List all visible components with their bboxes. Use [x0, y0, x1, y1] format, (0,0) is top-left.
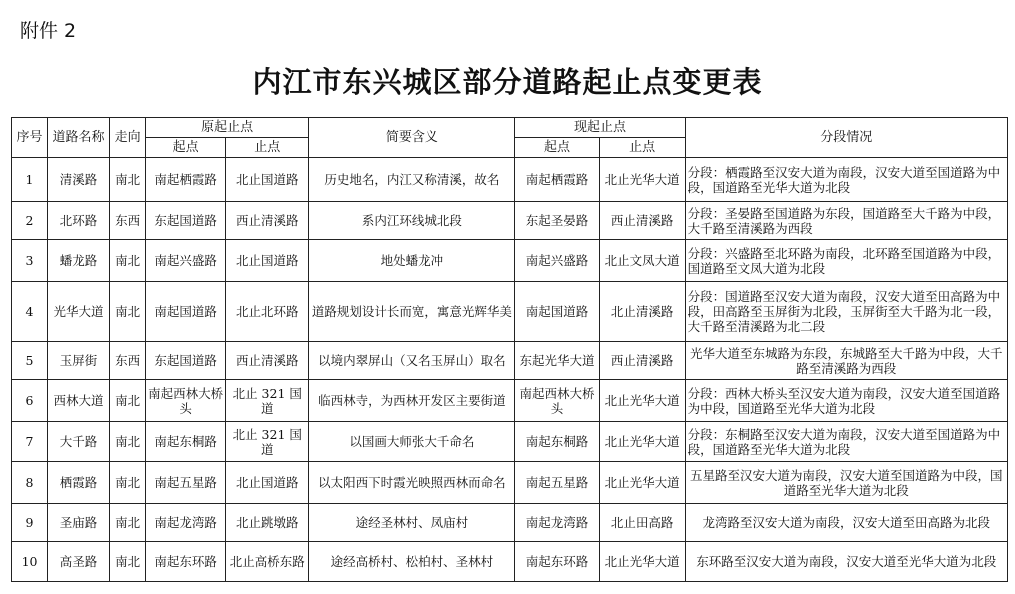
current-start: 南起国道路	[515, 282, 599, 342]
road-name: 圣庙路	[48, 504, 110, 542]
original-end: 北止国道路	[226, 240, 309, 282]
original-start: 南起兴盛路	[146, 240, 226, 282]
original-start: 南起国道路	[146, 282, 226, 342]
current-start: 南起龙湾路	[515, 504, 599, 542]
name-meaning: 以国画大师张大千命名	[309, 422, 515, 462]
name-meaning: 历史地名，内江又称清溪，故名	[309, 158, 515, 202]
name-meaning: 途经高桥村、松柏村、圣林村	[309, 542, 515, 582]
original-start: 南起东环路	[146, 542, 226, 582]
road-name: 北环路	[48, 202, 110, 240]
header-segments: 分段情况	[685, 118, 1007, 158]
current-end: 北止光华大道	[599, 158, 685, 202]
road-name: 西林大道	[48, 380, 110, 422]
segment-info: 五星路至汉安大道为南段，汉安大道至国道路为中段，国道路至光华大道为北段	[685, 462, 1007, 504]
current-end: 北止光华大道	[599, 462, 685, 504]
current-start: 南起东环路	[515, 542, 599, 582]
header-road-name: 道路名称	[48, 118, 110, 158]
current-end: 西止清溪路	[599, 202, 685, 240]
name-meaning: 临西林寺，为西林开发区主要街道	[309, 380, 515, 422]
original-end: 北止国道路	[226, 462, 309, 504]
row-number: 4	[12, 282, 48, 342]
original-end: 北止高桥东路	[226, 542, 309, 582]
segment-info: 龙湾路至汉安大道为南段，汉安大道至田高路为北段	[685, 504, 1007, 542]
header-original-points: 原起止点	[146, 118, 309, 138]
name-meaning: 途经圣林村、凤庙村	[309, 504, 515, 542]
table-row	[12, 422, 1008, 462]
road-name: 清溪路	[48, 158, 110, 202]
row-number: 6	[12, 380, 48, 422]
header-current-points: 现起止点	[515, 118, 685, 138]
original-start: 南起西林大桥头	[146, 380, 226, 422]
current-end: 北止文凤大道	[599, 240, 685, 282]
current-start: 南起西林大桥头	[515, 380, 599, 422]
table-row	[12, 202, 1008, 240]
table-row	[12, 380, 1008, 422]
road-direction: 东西	[110, 202, 146, 240]
row-number: 2	[12, 202, 48, 240]
segment-info: 分段：栖霞路至汉安大道为南段，汉安大道至国道路为中段，国道路至光华大道为北段	[685, 158, 1007, 202]
table-row	[12, 504, 1008, 542]
road-change-table	[11, 117, 1008, 582]
header-seq: 序号	[12, 118, 48, 158]
segment-info: 分段：兴盛路至北环路为南段，北环路至国道路为中段，国道路至文凤大道为北段	[685, 240, 1007, 282]
road-direction: 南北	[110, 422, 146, 462]
current-end: 北止光华大道	[599, 380, 685, 422]
road-direction: 南北	[110, 240, 146, 282]
row-number: 7	[12, 422, 48, 462]
original-start: 东起国道路	[146, 342, 226, 380]
original-end: 北止国道路	[226, 158, 309, 202]
row-number: 8	[12, 462, 48, 504]
original-start: 南起东桐路	[146, 422, 226, 462]
road-direction: 南北	[110, 282, 146, 342]
segment-info: 分段：圣晏路至国道路为东段，国道路至大千路为中段，大千路至清溪路为西段	[685, 202, 1007, 240]
road-name: 光华大道	[48, 282, 110, 342]
name-meaning: 系内江环线城北段	[309, 202, 515, 240]
current-start: 东起光华大道	[515, 342, 599, 380]
row-number: 9	[12, 504, 48, 542]
original-start: 南起五星路	[146, 462, 226, 504]
header-original-start: 起点	[146, 138, 226, 158]
name-meaning: 道路规划设计长而宽，寓意光辉华美	[309, 282, 515, 342]
road-direction: 南北	[110, 542, 146, 582]
road-name: 蟠龙路	[48, 240, 110, 282]
road-direction: 南北	[110, 504, 146, 542]
header-current-start: 起点	[515, 138, 599, 158]
table-row	[12, 462, 1008, 504]
original-end: 西止清溪路	[226, 202, 309, 240]
segment-info: 分段：西林大桥头至汉安大道为南段，汉安大道至国道路为中段，国道路至光华大道为北段	[685, 380, 1007, 422]
page-title: 内江市东兴城区部分道路起止点变更表	[252, 65, 763, 99]
row-number: 1	[12, 158, 48, 202]
name-meaning: 以境内翠屏山（又名玉屏山）取名	[309, 342, 515, 380]
header-current-end: 止点	[599, 138, 685, 158]
original-end: 北止北环路	[226, 282, 309, 342]
road-name: 高圣路	[48, 542, 110, 582]
road-name: 大千路	[48, 422, 110, 462]
road-direction: 南北	[110, 158, 146, 202]
road-name: 玉屏街	[48, 342, 110, 380]
current-start: 南起五星路	[515, 462, 599, 504]
current-end: 西止清溪路	[599, 342, 685, 380]
road-name: 栖霞路	[48, 462, 110, 504]
table-row	[12, 158, 1008, 202]
original-end: 北止跳墩路	[226, 504, 309, 542]
name-meaning: 以太阳西下时霞光映照西林而命名	[309, 462, 515, 504]
original-end: 北止 321 国道	[226, 422, 309, 462]
current-start: 南起栖霞路	[515, 158, 599, 202]
road-direction: 南北	[110, 462, 146, 504]
road-direction: 南北	[110, 380, 146, 422]
segment-info: 分段：东桐路至汉安大道为南段，汉安大道至国道路为中段，国道路至光华大道为北段	[685, 422, 1007, 462]
segment-info: 分段：国道路至汉安大道为南段，汉安大道至田高路为中段，田高路至玉屏街为北段，玉屏街至大千路为北一段，大千路至清溪路为北二段	[685, 282, 1007, 342]
original-end: 北止 321 国道	[226, 380, 309, 422]
current-end: 北止田高路	[599, 504, 685, 542]
table-row	[12, 282, 1008, 342]
current-start: 东起圣晏路	[515, 202, 599, 240]
original-end: 西止清溪路	[226, 342, 309, 380]
name-meaning: 地处蟠龙冲	[309, 240, 515, 282]
header-direction: 走向	[110, 118, 146, 158]
table-row	[12, 342, 1008, 380]
table-row	[12, 240, 1008, 282]
header-meaning: 简要含义	[309, 118, 515, 158]
current-end: 北止光华大道	[599, 542, 685, 582]
original-start: 东起国道路	[146, 202, 226, 240]
road-direction: 东西	[110, 342, 146, 380]
current-end: 北止光华大道	[599, 422, 685, 462]
segment-info: 光华大道至东城路为东段，东城路至大千路为中段，大千路至清溪路为西段	[685, 342, 1007, 380]
segment-info: 东环路至汉安大道为南段，汉安大道至光华大道为北段	[685, 542, 1007, 582]
current-start: 南起东桐路	[515, 422, 599, 462]
original-start: 南起栖霞路	[146, 158, 226, 202]
current-end: 北止清溪路	[599, 282, 685, 342]
row-number: 10	[12, 542, 48, 582]
current-start: 南起兴盛路	[515, 240, 599, 282]
row-number: 3	[12, 240, 48, 282]
row-number: 5	[12, 342, 48, 380]
attachment-label: 附件 2	[20, 20, 77, 42]
table-row	[12, 542, 1008, 582]
header-original-end: 止点	[226, 138, 309, 158]
original-start: 南起龙湾路	[146, 504, 226, 542]
